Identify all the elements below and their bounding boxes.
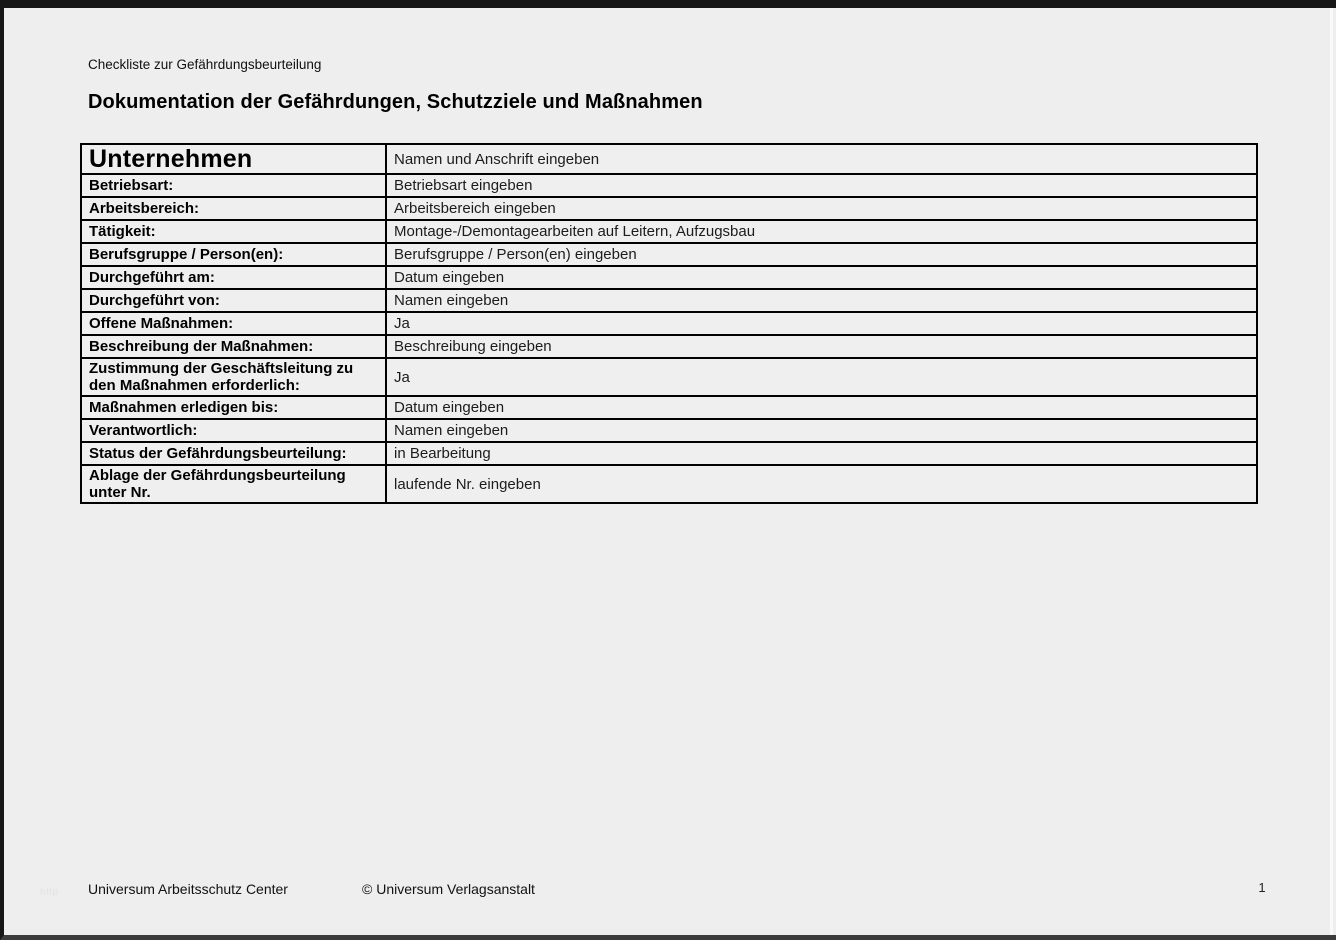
row-value-field[interactable]: Ja [386, 358, 1257, 396]
row-label: Durchgeführt am: [81, 266, 386, 289]
table-row [81, 396, 1257, 419]
table-row [81, 465, 1257, 503]
footer-copyright: © Universum Verlagsanstalt [362, 881, 535, 897]
table-row [81, 289, 1257, 312]
row-label: Tätigkeit: [81, 220, 386, 243]
table-row [81, 220, 1257, 243]
row-value-field[interactable]: Beschreibung eingeben [386, 335, 1257, 358]
row-value-field[interactable]: Montage-/Demontagearbeiten auf Leitern, Aufzugsbau [386, 220, 1257, 243]
table-row [81, 243, 1257, 266]
table-row [81, 335, 1257, 358]
row-label: Ablage der Gefährdungsbeurteilung unter Nr. [81, 465, 386, 503]
row-value-field[interactable]: Berufsgruppe / Person(en) eingeben [386, 243, 1257, 266]
documentation-table [80, 143, 1258, 504]
row-value-field[interactable]: Betriebsart eingeben [386, 174, 1257, 197]
row-value-field[interactable]: in Bearbeitung [386, 442, 1257, 465]
row-value-field[interactable]: Datum eingeben [386, 396, 1257, 419]
row-value-field[interactable]: Ja [386, 312, 1257, 335]
row-value-field[interactable]: laufende Nr. eingeben [386, 465, 1257, 503]
faint-mark: http [40, 887, 59, 898]
page-edge-highlight [1330, 8, 1333, 935]
row-label: Unternehmen [81, 144, 386, 174]
table-row [81, 197, 1257, 220]
table-row [81, 144, 1257, 174]
row-label: Verantwortlich: [81, 419, 386, 442]
row-label: Offene Maßnahmen: [81, 312, 386, 335]
table-row [81, 358, 1257, 396]
table-row [81, 442, 1257, 465]
row-label: Maßnahmen erledigen bis: [81, 396, 386, 419]
footer-page-number: 1 [1258, 880, 1266, 895]
footer-publisher-left: Universum Arbeitsschutz Center [88, 881, 288, 897]
table-row [81, 174, 1257, 197]
row-label: Beschreibung der Maßnahmen: [81, 335, 386, 358]
row-value-field[interactable]: Namen eingeben [386, 289, 1257, 312]
table-row [81, 266, 1257, 289]
page-title: Dokumentation der Gefährdungen, Schutzziele und Maßnahmen [88, 91, 703, 113]
documentation-table-body [81, 144, 1257, 503]
table-row [81, 312, 1257, 335]
table-row [81, 419, 1257, 442]
row-label: Arbeitsbereich: [81, 197, 386, 220]
row-label: Zustimmung der Geschäftsleitung zu den Maßnahmen erforderlich: [81, 358, 386, 396]
row-value-field[interactable]: Namen eingeben [386, 419, 1257, 442]
row-label: Status der Gefährdungsbeurteilung: [81, 442, 386, 465]
row-value-field[interactable]: Arbeitsbereich eingeben [386, 197, 1257, 220]
row-value-field[interactable]: Namen und Anschrift eingeben [386, 144, 1257, 174]
row-label: Durchgeführt von: [81, 289, 386, 312]
document-eyebrow: Checkliste zur Gefährdungsbeurteilung [88, 57, 322, 72]
row-label: Berufsgruppe / Person(en): [81, 243, 386, 266]
row-value-field[interactable]: Datum eingeben [386, 266, 1257, 289]
row-label: Betriebsart: [81, 174, 386, 197]
